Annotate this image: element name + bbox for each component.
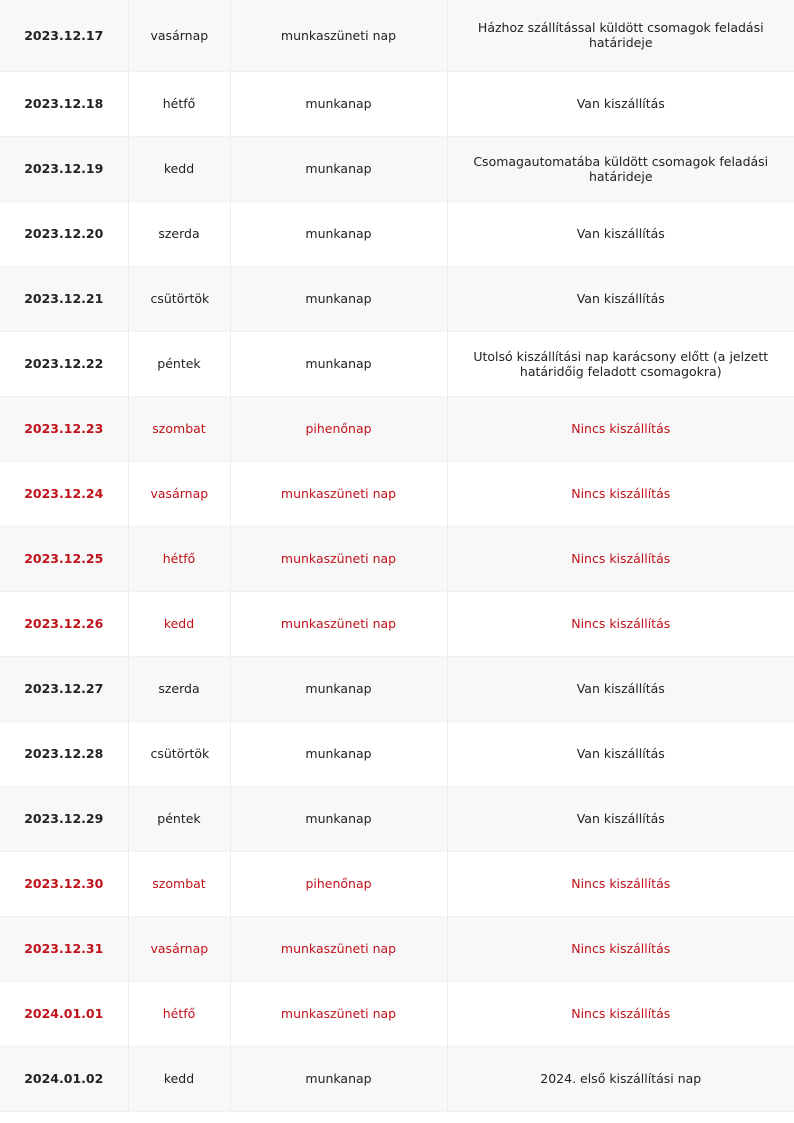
date-cell: 2023.12.31 <box>0 916 128 981</box>
delivery-note-cell: Van kiszállítás <box>447 201 794 266</box>
table-row <box>0 136 794 201</box>
weekday-cell: hétfő <box>128 981 230 1046</box>
weekday-cell: szombat <box>128 396 230 461</box>
date-cell: 2023.12.23 <box>0 396 128 461</box>
day-type-cell: pihenőnap <box>230 396 447 461</box>
delivery-note-cell: Van kiszállítás <box>447 721 794 786</box>
date-cell: 2023.12.25 <box>0 526 128 591</box>
table-row <box>0 1046 794 1111</box>
weekday-cell: kedd <box>128 136 230 201</box>
date-cell: 2023.12.29 <box>0 786 128 851</box>
day-type-cell: munkaszüneti nap <box>230 526 447 591</box>
weekday-cell: péntek <box>128 331 230 396</box>
weekday-cell: csütörtök <box>128 721 230 786</box>
delivery-note-cell: Házhoz szállítással küldött csomagok feladási határideje <box>447 0 794 71</box>
day-type-cell: munkaszüneti nap <box>230 461 447 526</box>
delivery-note-cell: Nincs kiszállítás <box>447 916 794 981</box>
weekday-cell: kedd <box>128 1046 230 1111</box>
delivery-note-cell: Nincs kiszállítás <box>447 851 794 916</box>
table-row <box>0 916 794 981</box>
delivery-note-cell: Van kiszállítás <box>447 786 794 851</box>
delivery-note-cell: Van kiszállítás <box>447 656 794 721</box>
date-cell: 2023.12.28 <box>0 721 128 786</box>
date-cell: 2023.12.26 <box>0 591 128 656</box>
weekday-cell: vasárnap <box>128 0 230 71</box>
table-row <box>0 331 794 396</box>
delivery-note-cell: Van kiszállítás <box>447 266 794 331</box>
day-type-cell: munkanap <box>230 71 447 136</box>
delivery-note-cell: Nincs kiszállítás <box>447 591 794 656</box>
table-row <box>0 851 794 916</box>
date-cell: 2023.12.24 <box>0 461 128 526</box>
date-cell: 2023.12.20 <box>0 201 128 266</box>
date-cell: 2023.12.30 <box>0 851 128 916</box>
day-type-cell: pihenőnap <box>230 851 447 916</box>
table-row <box>0 721 794 786</box>
day-type-cell: munkaszüneti nap <box>230 591 447 656</box>
date-cell: 2023.12.27 <box>0 656 128 721</box>
delivery-note-cell: 2024. első kiszállítási nap <box>447 1046 794 1111</box>
table-row <box>0 656 794 721</box>
table-row <box>0 786 794 851</box>
delivery-note-cell: Nincs kiszállítás <box>447 526 794 591</box>
delivery-note-cell: Nincs kiszállítás <box>447 461 794 526</box>
delivery-note-cell: Nincs kiszállítás <box>447 396 794 461</box>
table-row <box>0 461 794 526</box>
day-type-cell: munkaszüneti nap <box>230 981 447 1046</box>
day-type-cell: munkaszüneti nap <box>230 0 447 71</box>
weekday-cell: csütörtök <box>128 266 230 331</box>
day-type-cell: munkanap <box>230 136 447 201</box>
weekday-cell: kedd <box>128 591 230 656</box>
weekday-cell: hétfő <box>128 526 230 591</box>
table-row <box>0 266 794 331</box>
day-type-cell: munkanap <box>230 201 447 266</box>
delivery-note-cell: Utolsó kiszállítási nap karácsony előtt (a jelzett határidőig feladott csomagokra) <box>447 331 794 396</box>
weekday-cell: hétfő <box>128 71 230 136</box>
day-type-cell: munkanap <box>230 721 447 786</box>
table-row <box>0 71 794 136</box>
date-cell: 2024.01.01 <box>0 981 128 1046</box>
weekday-cell: szerda <box>128 656 230 721</box>
delivery-note-cell: Csomagautomatába küldött csomagok feladási határideje <box>447 136 794 201</box>
delivery-note-cell: Van kiszállítás <box>447 71 794 136</box>
date-cell: 2024.01.02 <box>0 1046 128 1111</box>
table-row <box>0 981 794 1046</box>
weekday-cell: vasárnap <box>128 916 230 981</box>
table-row <box>0 0 794 71</box>
day-type-cell: munkanap <box>230 266 447 331</box>
table-row <box>0 591 794 656</box>
table-row <box>0 201 794 266</box>
date-cell: 2023.12.19 <box>0 136 128 201</box>
weekday-cell: vasárnap <box>128 461 230 526</box>
day-type-cell: munkanap <box>230 786 447 851</box>
date-cell: 2023.12.17 <box>0 0 128 71</box>
day-type-cell: munkanap <box>230 331 447 396</box>
table-row <box>0 396 794 461</box>
delivery-note-cell: Nincs kiszállítás <box>447 981 794 1046</box>
weekday-cell: péntek <box>128 786 230 851</box>
table-row <box>0 526 794 591</box>
weekday-cell: szombat <box>128 851 230 916</box>
day-type-cell: munkanap <box>230 656 447 721</box>
weekday-cell: szerda <box>128 201 230 266</box>
day-type-cell: munkaszüneti nap <box>230 916 447 981</box>
day-type-cell: munkanap <box>230 1046 447 1111</box>
date-cell: 2023.12.18 <box>0 71 128 136</box>
date-cell: 2023.12.21 <box>0 266 128 331</box>
date-cell: 2023.12.22 <box>0 331 128 396</box>
